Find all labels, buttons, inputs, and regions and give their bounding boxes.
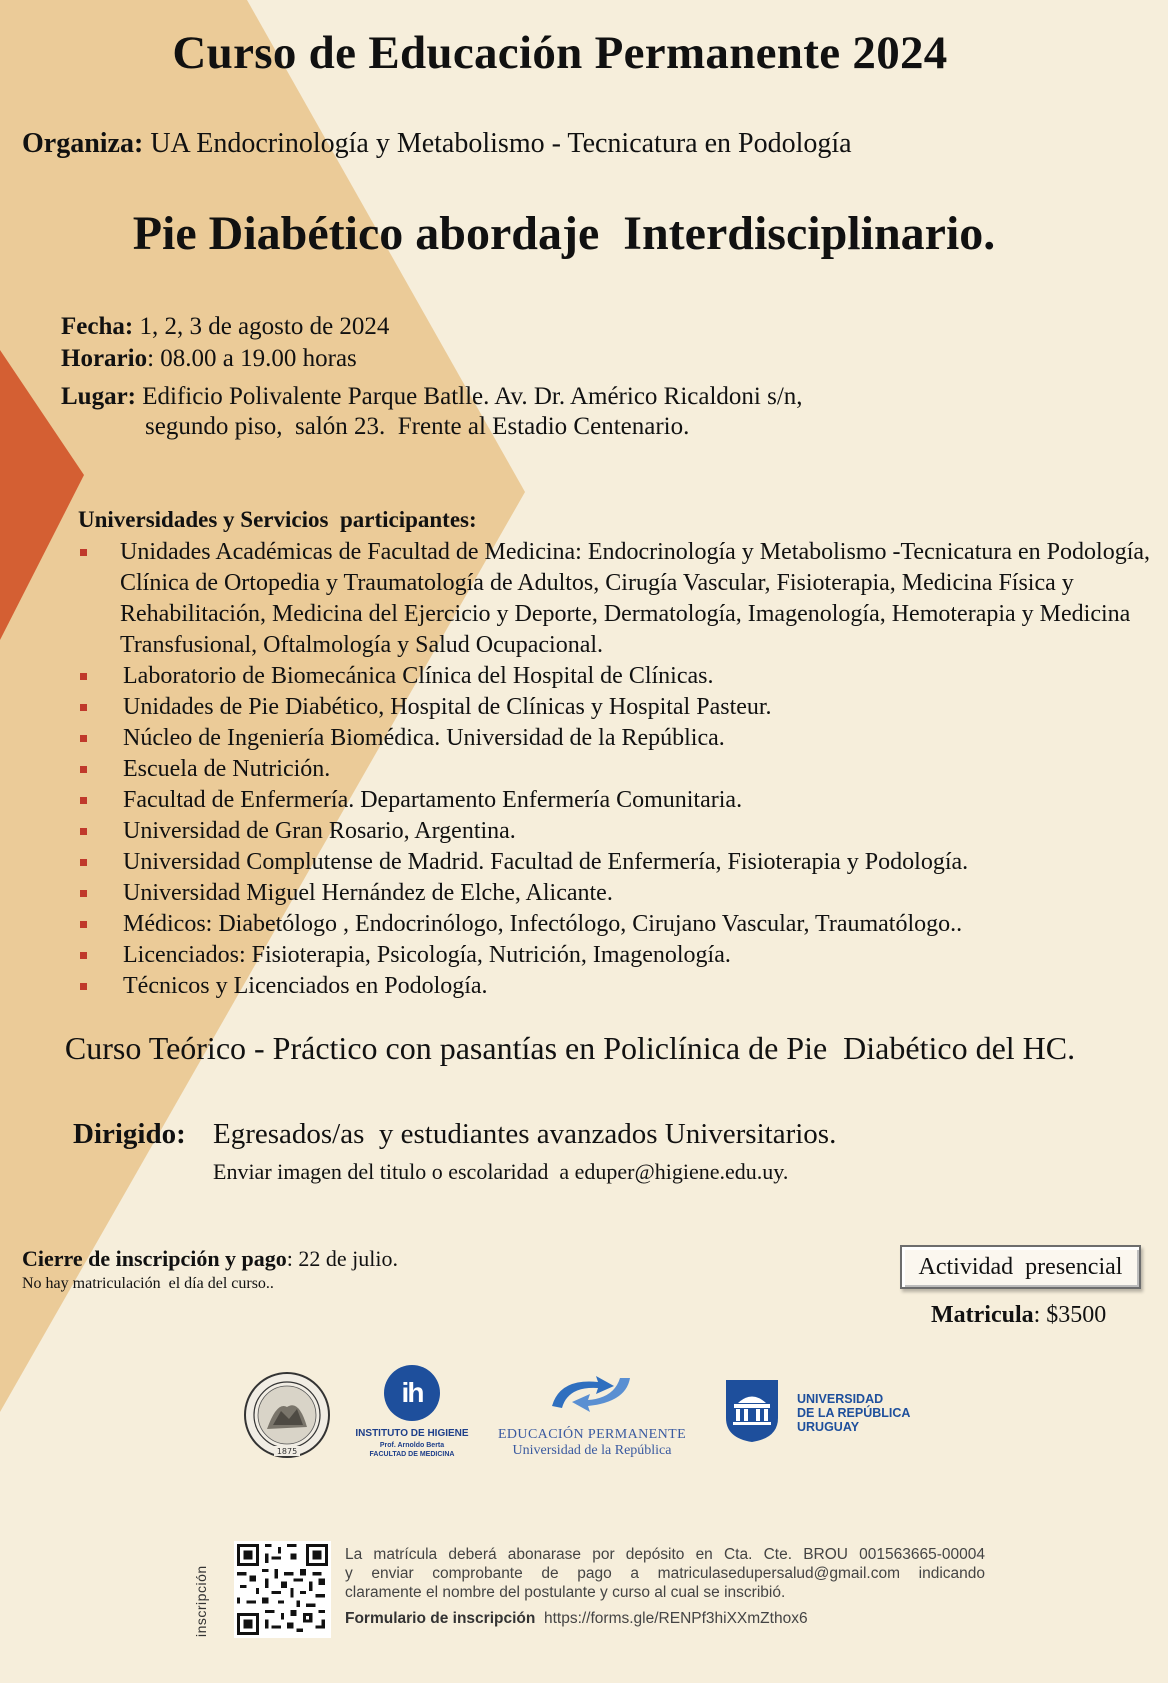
list-item: Laboratorio de Biomecánica Clínica del Hospital de Clínicas.: [78, 661, 1158, 692]
bullet-icon: [80, 983, 87, 990]
ih-name: INSTITUTO DE HIGIENE: [355, 1428, 469, 1439]
main-title: Curso de Educación Permanente 2024: [172, 27, 948, 79]
date-value: 1, 2, 3 de agosto de 2024: [139, 313, 390, 340]
location-value-1: Edificio Polivalente Parque Batlle. Av. Dr. Américo Ricaldoni s/n,: [142, 383, 803, 410]
faculty-seal-icon: [243, 1371, 331, 1459]
payment-instructions: [345, 1545, 985, 1602]
list-item: Núcleo de Ingeniería Biomédica. Universidad de la República.: [78, 723, 1158, 754]
organizer-label: Organiza:: [22, 128, 144, 159]
schedule-line: [61, 344, 357, 374]
list-item: Licenciados: Fisioterapia, Psicología, Nutrición, Imagenología.: [78, 940, 1158, 971]
swoosh-icon: [542, 1368, 642, 1418]
list-item: Técnicos y Licenciados en Podología.: [78, 971, 1158, 1002]
facultad-medicina-logo: [243, 1371, 331, 1459]
deadline-label: Cierre de inscripción y pago: [22, 1246, 287, 1271]
form-label: Formulario de inscripción: [345, 1610, 536, 1627]
bullet-icon: [80, 704, 87, 711]
ep-subtitle: Universidad de la República: [512, 1443, 672, 1458]
course-type-line: Curso Teórico - Práctico con pasantías en Policlínica de Pie Diabético del HC.: [64, 1030, 1076, 1066]
date-label: Fecha:: [61, 313, 134, 340]
date-line: [61, 312, 389, 342]
activity-mode-badge: Actividad presencial: [900, 1245, 1141, 1289]
list-item: Médicos: Diabetólogo , Endocrinólogo, Infectólogo, Cirujano Vascular, Traumatólogo..: [78, 909, 1158, 940]
qr-code-icon: [237, 1544, 328, 1635]
bullet-icon: [80, 828, 87, 835]
list-item: Universidad de Gran Rosario, Argentina.: [78, 816, 1158, 847]
target-audience-text: Egresados/as y estudiantes avanzados Universitarios.: [213, 1118, 837, 1150]
location-value-2: segundo piso, salón 23. Frente al Estadio Centenario.: [145, 413, 690, 440]
ih-subtitle: Prof. Arnoldo Berta: [379, 1442, 445, 1449]
bullet-icon: [80, 890, 87, 897]
ep-title: EDUCACIÓN PERMANENTE: [497, 1427, 687, 1442]
bullet-icon: [80, 952, 87, 959]
bullet-icon: [80, 766, 87, 773]
ih-faculty: FACULTAD DE MEDICINA: [369, 1451, 455, 1458]
svg-text:1875: 1875: [276, 1447, 298, 1456]
registration-form-line: [345, 1610, 808, 1628]
payment-line-1: La matrícula deberá abonarase por depósito en Cta. Cte. BROU 001563665-00004: [345, 1546, 985, 1563]
list-item: Facultad de Enfermería. Departamento Enfermería Comunitaria.: [78, 785, 1158, 816]
registration-deadline: [22, 1246, 398, 1272]
no-enrollment-note: No hay matriculación el día del curso..: [22, 1275, 274, 1292]
registration-vertical-label: inscripción: [193, 1565, 209, 1637]
qr-code[interactable]: [234, 1541, 331, 1638]
course-title: Pie Diabético abordaje Interdisciplinario.: [132, 207, 996, 260]
participants-heading: Universidades y Servicios participantes:: [78, 507, 477, 532]
bullet-icon: [80, 735, 87, 742]
list-item: Escuela de Nutrición.: [78, 754, 1158, 785]
participants-list: [78, 537, 1158, 1002]
fee-label: Matricula: [931, 1302, 1034, 1328]
list-item: Universidad Miguel Hernández de Elche, Alicante.: [78, 878, 1158, 909]
university-building-icon: [724, 1378, 780, 1442]
schedule-label: Horario: [61, 345, 148, 372]
bullet-icon: [80, 549, 87, 556]
deadline-value: : 22 de julio.: [286, 1246, 399, 1271]
bullet-icon: [80, 859, 87, 866]
location-label: Lugar:: [61, 383, 136, 410]
organizer-value: UA Endocrinología y Metabolismo - Tecnicatura en Podología: [150, 128, 852, 159]
payment-line-2: y enviar comprobante de pago a matriculasedupersalud@gmail.com indicando: [345, 1565, 985, 1582]
bullet-icon: [80, 673, 87, 680]
location-line: [61, 382, 803, 412]
payment-line-3: claramente el nombre del postulante y curso al cual se inscribió.: [345, 1584, 786, 1601]
bullet-icon: [80, 797, 87, 804]
fee-line: [931, 1302, 1106, 1329]
udelar-name: UNIVERSIDAD DE LA REPÚBLICA URUGUAY: [797, 1392, 911, 1434]
list-item: Unidades de Pie Diabético, Hospital de Clínicas y Hospital Pasteur.: [78, 692, 1158, 723]
educacion-permanente-logo: [494, 1368, 690, 1468]
target-audience-label: Dirigido:: [73, 1118, 186, 1150]
send-document-note: Enviar imagen del titulo o escolaridad a eduper@higiene.edu.uy.: [213, 1159, 789, 1184]
bullet-icon: [80, 921, 87, 928]
ih-initials: ih: [384, 1365, 440, 1421]
form-link[interactable]: https://forms.gle/RENPf3hiXXmZthox6: [543, 1610, 808, 1627]
instituto-higiene-logo: [355, 1365, 469, 1470]
udelar-logo: [724, 1378, 924, 1448]
list-item: Unidades Académicas de Facultad de Medicina: Endocrinología y Metabolismo -Tecnicatura en Podología, Clínica de Ortopedia y Traumatología de Adultos, Cirugía Vascular, Fisioterapia, Medicina Física y Rehabilitación, Medicina del Ejercicio y Deporte, Dermatología, Imagenología, Hemoterapia y Medicina Transfusional, Oftalmología y Salud Ocupacional.: [78, 537, 1158, 661]
list-item: Universidad Complutense de Madrid. Facultad de Enfermería, Fisioterapia y Podología.: [78, 847, 1158, 878]
schedule-value: : 08.00 a 19.00 horas: [147, 345, 357, 372]
organizer-line: [22, 128, 852, 160]
fee-value: : $3500: [1033, 1302, 1107, 1328]
